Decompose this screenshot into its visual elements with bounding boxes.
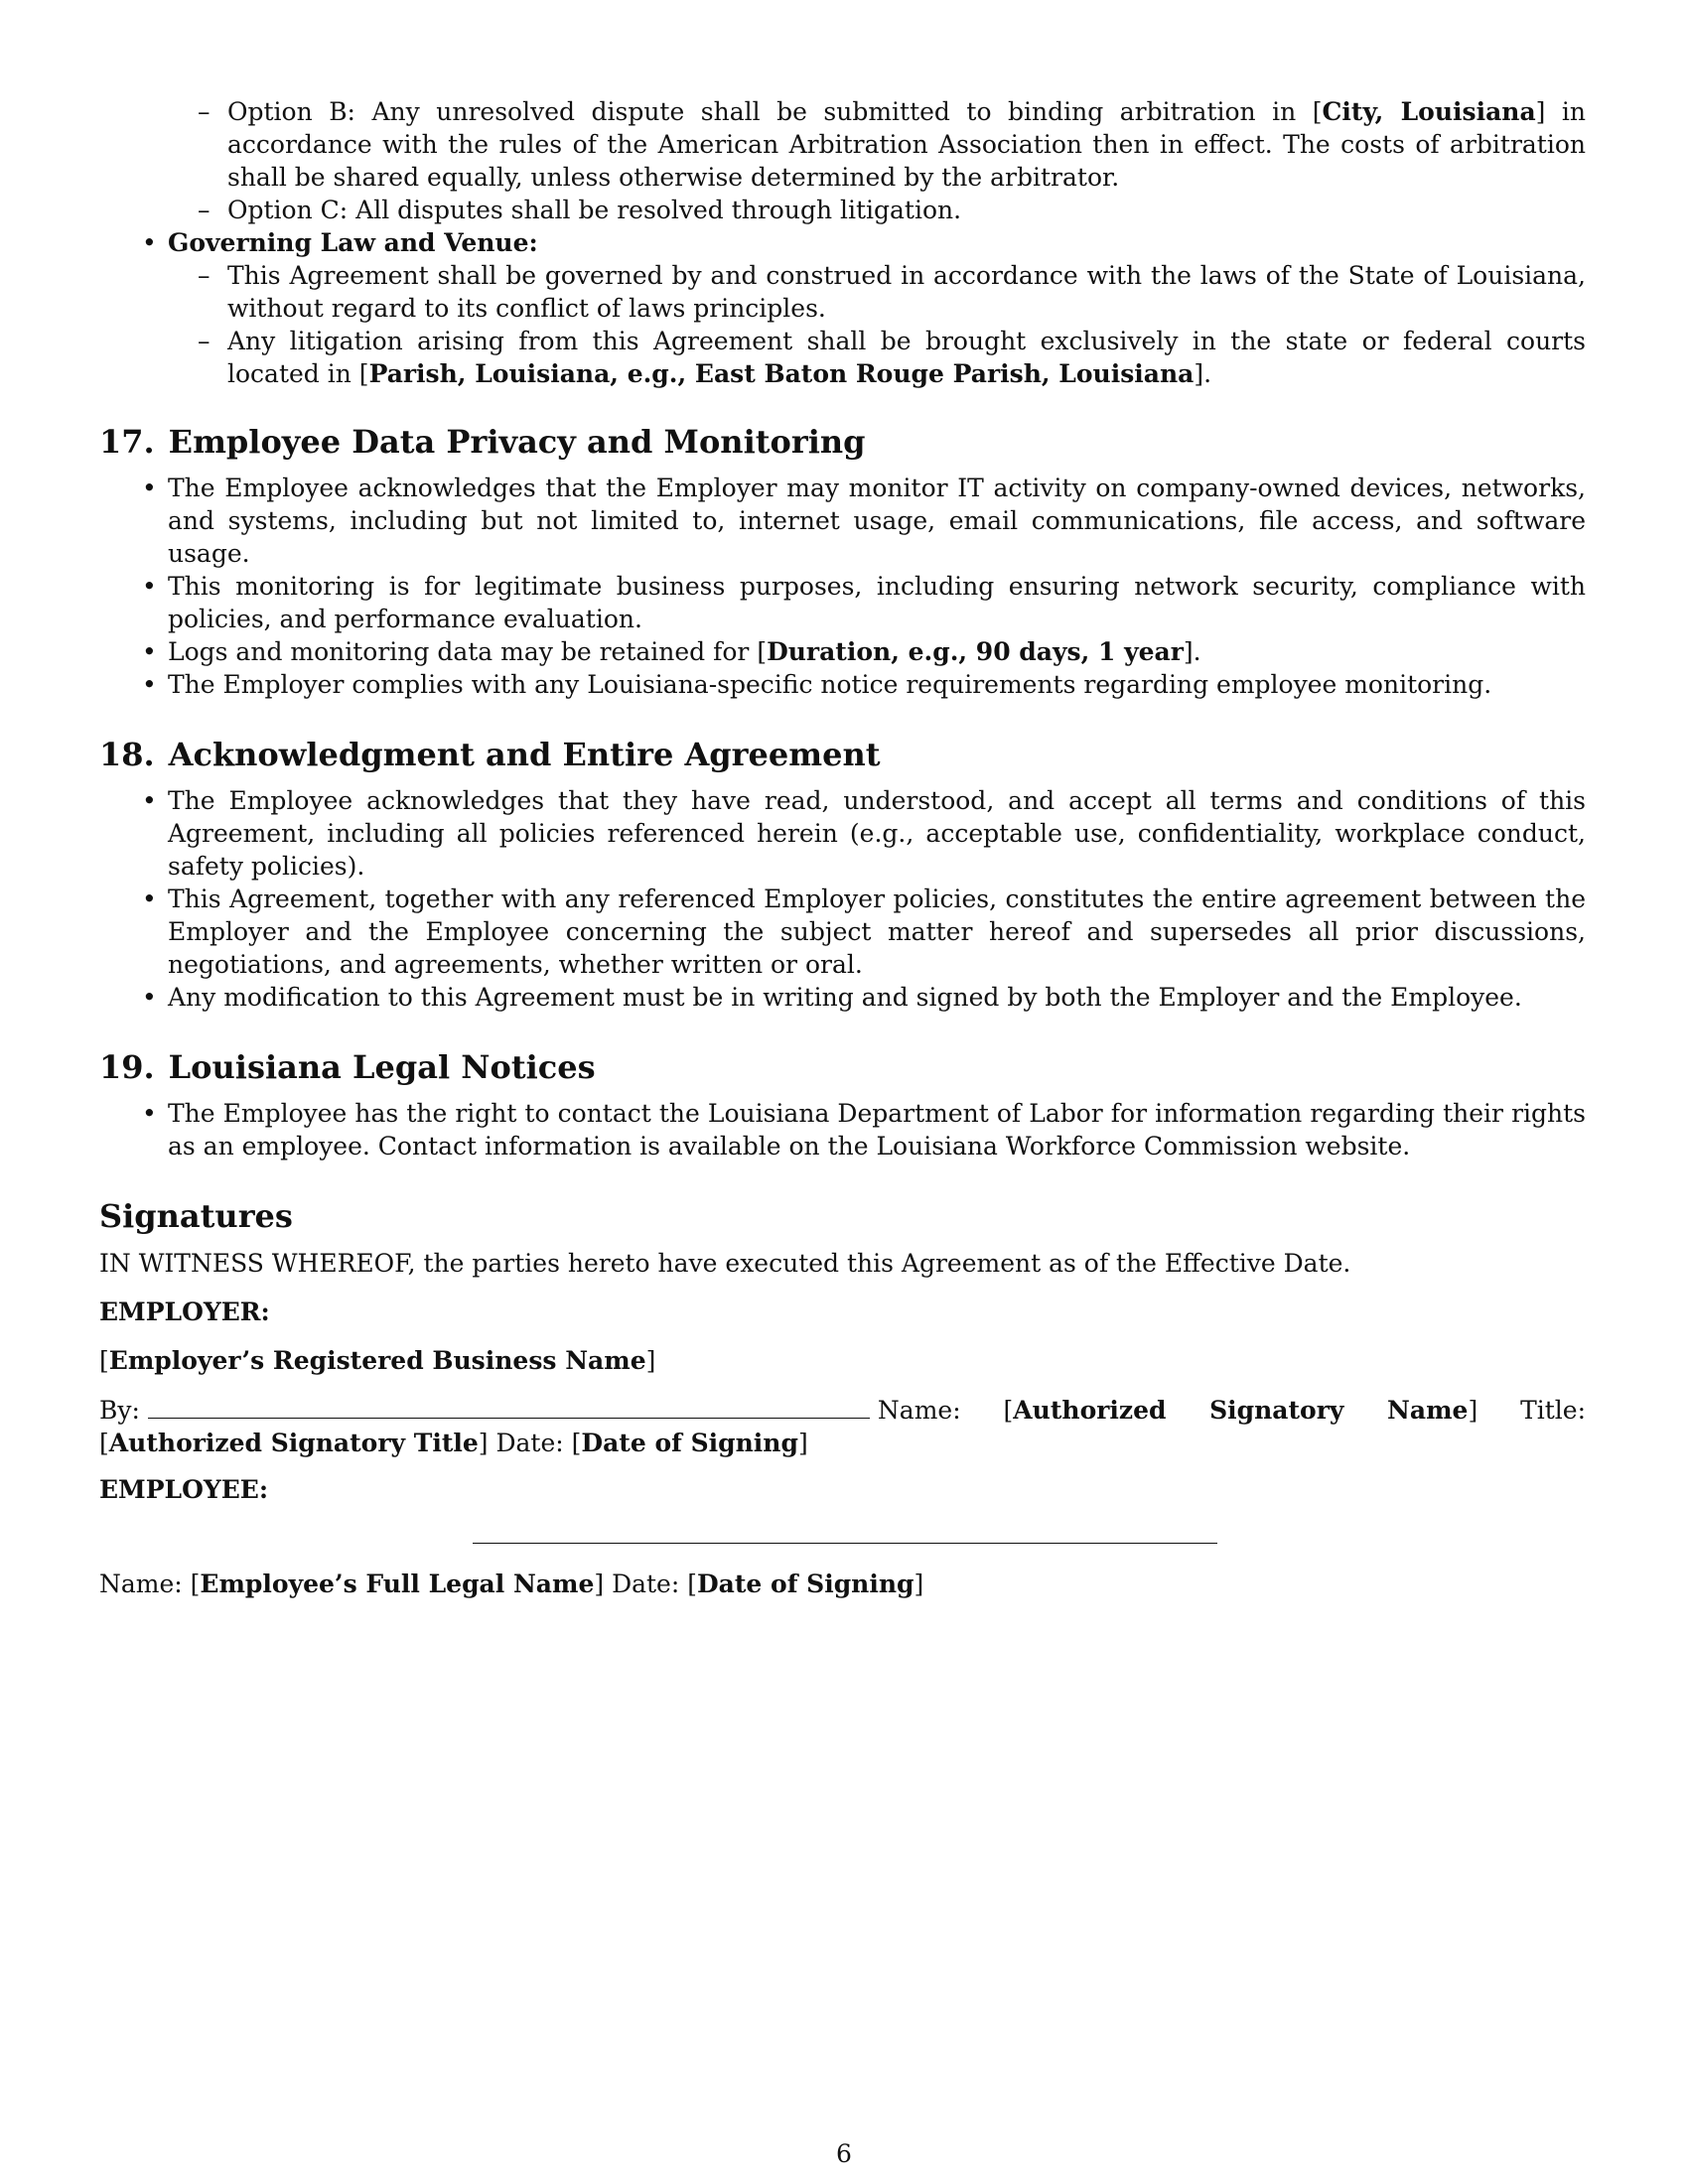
employee-label: EMPLOYEE: bbox=[99, 1475, 269, 1504]
governing-law-item bbox=[168, 226, 1586, 390]
section-18-list bbox=[99, 784, 1586, 1014]
employer-signature-block: By: Name: [Authorized Signatory Name] Title: [Authorized Signatory Title] Date: [Date of Signing] bbox=[99, 1393, 1586, 1459]
governing-law-item-1: – This Agreement shall be governed by and construed in accordance with the laws of the State of Louisiana, without regard to its conflict of laws principles. bbox=[227, 259, 1586, 325]
authorized-title-placeholder: Authorized Signatory Title bbox=[108, 1429, 479, 1457]
section-18-heading: 18. Acknowledgment and Entire Agreement bbox=[99, 736, 881, 773]
employer-date-placeholder: Date of Signing bbox=[581, 1429, 798, 1457]
document-body bbox=[99, 95, 1586, 1600]
list-item: • The Employee acknowledges that they have read, understood, and accept all terms and conditions of this Agreement, including all policies referenced herein (e.g., acceptable use, confidentiality, workplace conduct, safety policies). bbox=[168, 784, 1586, 883]
authorized-name-placeholder: Authorized Signatory Name bbox=[1013, 1396, 1469, 1425]
page-number: 6 bbox=[836, 2139, 852, 2168]
section-19-list bbox=[99, 1097, 1586, 1162]
list-item: • Any modification to this Agreement must be in writing and signed by both the Employer and the Employee. bbox=[168, 981, 1586, 1014]
list-item: • This Agreement, together with any referenced Employer policies, constitutes the entire agreement between the Employer and the Employee concerning the subject matter hereof and supersedes all prior discussions, negotiations, and agreements, whether written or oral. bbox=[168, 883, 1586, 981]
section-17-list bbox=[99, 472, 1586, 701]
duration-placeholder: Duration, e.g., 90 days, 1 year bbox=[767, 637, 1184, 666]
governing-law-title: Governing Law and Venue: bbox=[168, 228, 538, 257]
governing-law-sublist bbox=[168, 259, 1586, 390]
signatures-heading: Signatures bbox=[99, 1197, 293, 1235]
employer-signature-line[interactable] bbox=[148, 1393, 870, 1419]
employer-name: [Employer’s Registered Business Name] bbox=[99, 1346, 656, 1375]
parish-placeholder: Parish, Louisiana, e.g., East Baton Rouge Parish, Louisiana bbox=[368, 359, 1195, 388]
employer-label: EMPLOYER: bbox=[99, 1297, 270, 1326]
governing-law-item-2: – Any litigation arising from this Agreement shall be brought exclusively in the state or federal courts located in [Parish, Louisiana, e.g., East Baton Rouge Parish, Louisiana]. bbox=[227, 325, 1586, 390]
list-item: • Logs and monitoring data may be retained for [Duration, e.g., 90 days, 1 year]. bbox=[168, 635, 1586, 668]
section-19-heading: 19. Louisiana Legal Notices bbox=[99, 1048, 596, 1086]
city-placeholder: City, Louisiana bbox=[1322, 97, 1536, 126]
list-item: • The Employer complies with any Louisiana-specific notice requirements regarding employee monitoring. bbox=[168, 668, 1586, 701]
employee-name-placeholder: Employee’s Full Legal Name bbox=[200, 1570, 595, 1598]
list-item: • This monitoring is for legitimate business purposes, including ensuring network security, compliance with policies, and performance evaluation. bbox=[168, 570, 1586, 635]
governing-law-list bbox=[99, 226, 1586, 390]
employee-date-placeholder: Date of Signing bbox=[696, 1570, 914, 1598]
employee-signature-block: Name: [Employee’s Full Legal Name] Date: [Date of Signing] bbox=[99, 1570, 924, 1598]
list-item: • The Employee has the right to contact the Louisiana Department of Labor for information regarding their rights as an employee. Contact information is available on the Louisiana Workforce Commission website. bbox=[168, 1097, 1586, 1162]
dispute-options-list bbox=[99, 95, 1586, 226]
section-17-heading: 17. Employee Data Privacy and Monitoring bbox=[99, 423, 866, 461]
list-item: • The Employee acknowledges that the Employer may monitor IT activity on company-owned devices, networks, and systems, including but not limited to, internet usage, email communications, file access, and software usage. bbox=[168, 472, 1586, 570]
employee-signature-line[interactable] bbox=[473, 1543, 1217, 1544]
dispute-option-c: – Option C: All disputes shall be resolved through litigation. bbox=[227, 194, 1586, 226]
witness-statement: IN WITNESS WHEREOF, the parties hereto have executed this Agreement as of the Effective Date. bbox=[99, 1249, 1351, 1278]
dispute-option-b: – Option B: Any unresolved dispute shall be submitted to binding arbitration in [City, Louisiana] in accordance with the rules of the American Arbitration Association then in effect. The costs of arbitration shall be shared equally, unless otherwise determined by the arbitrator. bbox=[227, 95, 1586, 194]
